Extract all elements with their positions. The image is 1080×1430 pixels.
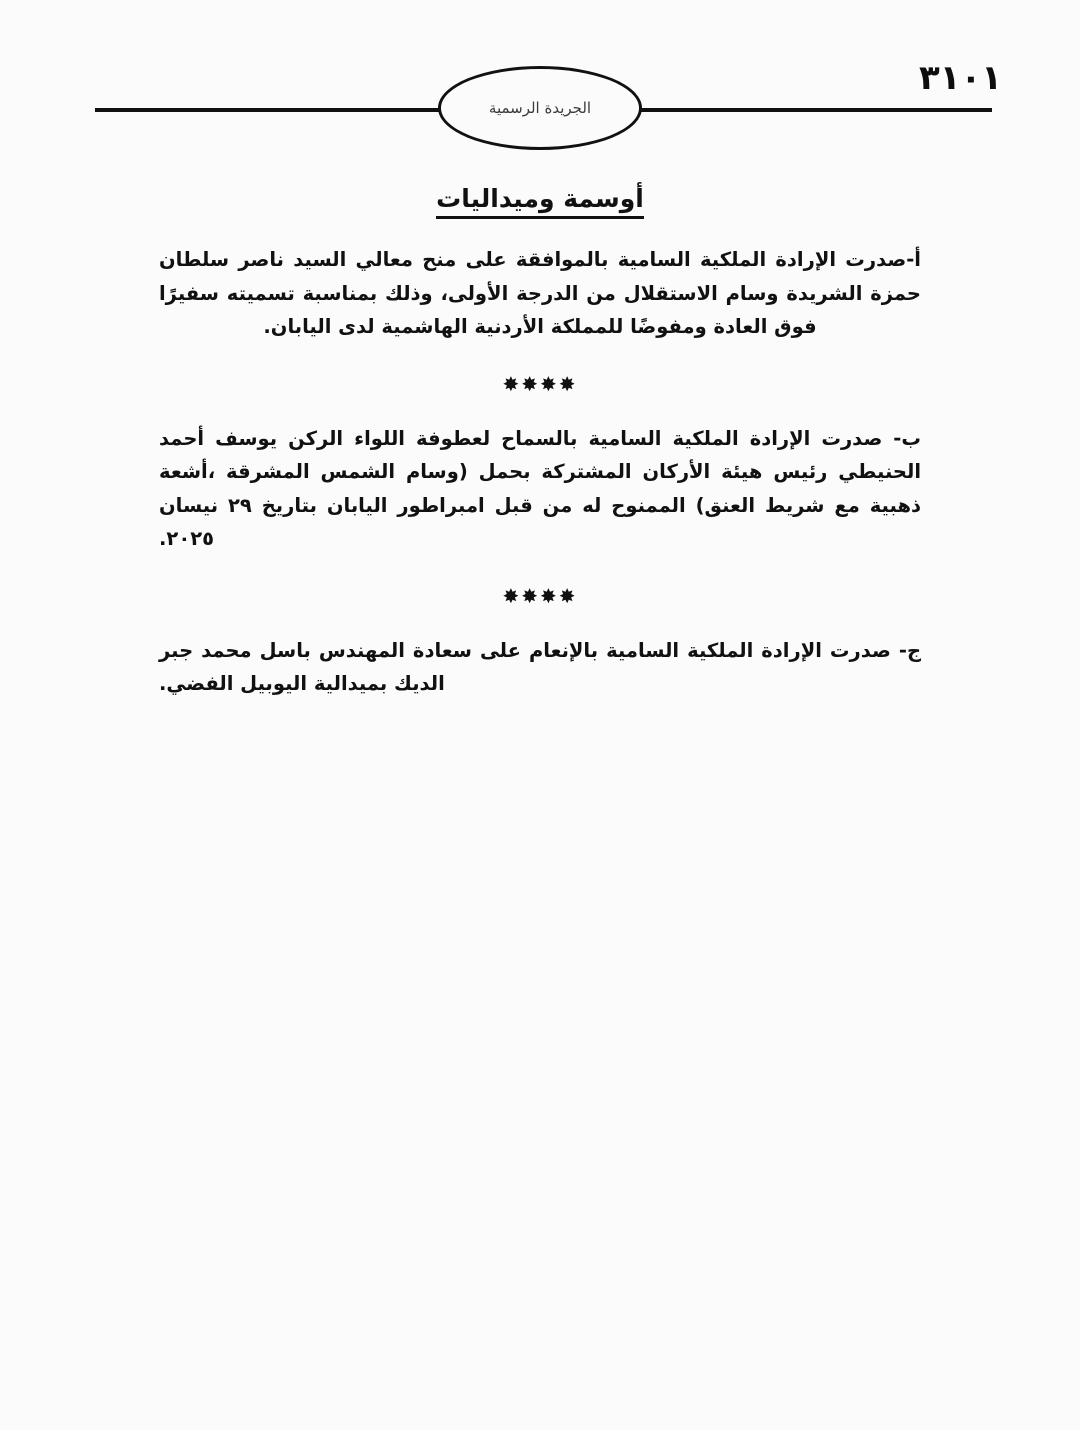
gazette-seal-label: الجريدة الرسمية [488,99,592,117]
paragraph-item-b: ب- صدرت الإرادة الملكية السامية بالسماح لعطوفة اللواء الركن يوسف أحمد الحنيطي رئيس هيئة الأركان المشتركة بحمل (وسام الشمس المشرقة ،أشعة ذهبية مع شريط العنق) الممنوح له من قبل امبراطور اليابان بتاريخ ٢٩ نيسان ٢٠٢٥. [159,426,921,551]
separator-1: ✸✸✸✸ [502,371,578,396]
page-number: ٣١٠١ [918,58,1002,98]
separator-2: ✸✸✸✸ [502,583,578,608]
gazette-seal [438,66,642,150]
paragraph-item-a: أ-صدرت الإرادة الملكية السامية بالموافقة على منح معالي السيد ناصر سلطان حمزة الشريدة وسام الاستقلال من الدرجة الأولى، وذلك بمناسبة تسميته سفيرًا فوق العادة ومفوضًا للمملكة الأردنية الهاشمية لدى اليابان. [159,248,921,339]
page-title [145,184,935,213]
document-body [145,184,935,701]
page-header [0,0,1080,150]
page-title-text: أوسمة وميداليات [436,184,644,219]
paragraph-item-c: ج- صدرت الإرادة الملكية السامية بالإنعام على سعادة المهندس باسل محمد جبر الديك بميدالية اليوبيل الفضي. [159,638,921,696]
